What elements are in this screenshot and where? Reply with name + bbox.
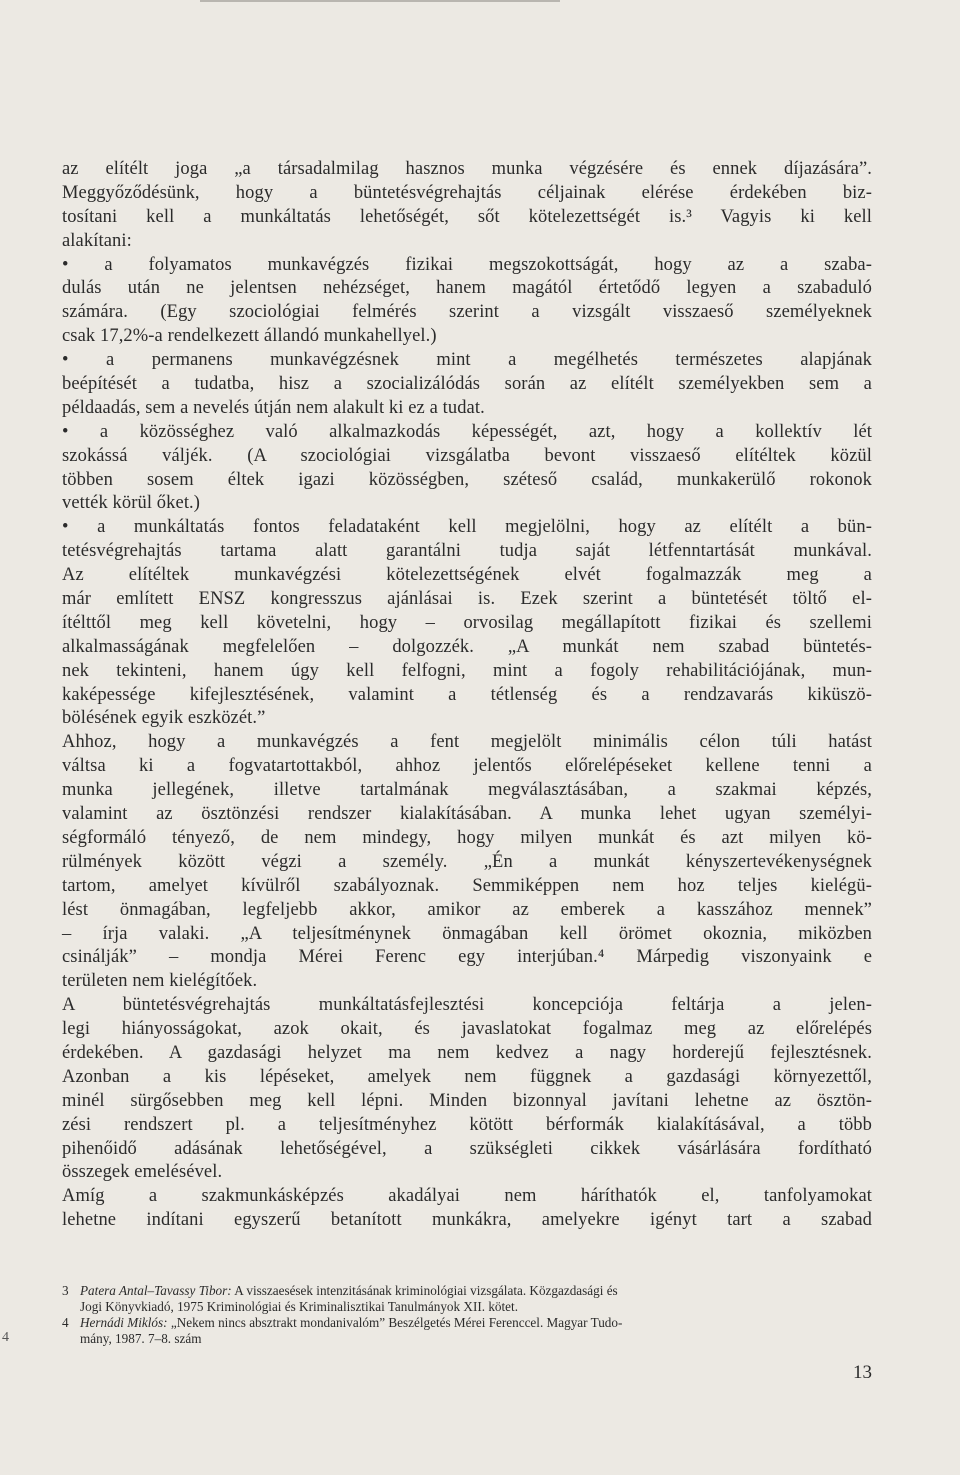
text-line: területen nem kielégítőek. <box>62 971 258 992</box>
text-line: Meggyőződésünk, hogy a büntetésvégrehajtás céljainak elérése érdekében biz- <box>62 182 872 203</box>
text-line: • a permanens munkavégzésnek mint a megélhetés természetes alapjának <box>62 350 872 371</box>
text-line: lehetne indítani egyszerű betanított munkákra, amelyekre igényt tart a szabad <box>62 1210 872 1231</box>
text-line: munka jellegének, illetve tartalmának megválasztásában, a szakmai képzés, <box>62 780 872 801</box>
text-line: vették körül őket.) <box>62 493 201 514</box>
text-line: lést önmagában, legfeljebb akkor, amikor az emberek a kasszához mennek” <box>62 899 872 920</box>
text-line: példaadás, sem a nevelés útján nem alakult ki ez a tudat. <box>62 397 485 418</box>
body-text <box>62 158 872 1233</box>
text-line: legi hiányosságokat, azok okait, és javaslatokat fogalmaz meg az előrelépés <box>62 1019 872 1040</box>
text-line: már említett ENSZ kongresszus ajánlásai is. Ezek szerint a büntetését töltő el- <box>62 589 872 610</box>
footnote-4 <box>62 1315 872 1331</box>
top-edge-rule <box>200 0 560 2</box>
text-line: kaképessége kifejlesztésének, valamint a tétlenség és a rendzavarás kiküszö- <box>62 684 872 705</box>
footnote-author: Hernádi Miklós: <box>80 1315 168 1330</box>
text-line: váltsa ki a fogvatartottakból, ahhoz jelentős előrelépéseket kellene tenni a <box>62 756 872 777</box>
text-line: ségformáló tényező, de nem mindegy, hogy milyen munkát és azt milyen kö- <box>62 827 872 848</box>
text-line: rülmények között végzi a személy. „Én a munkát kényszertevékenységnek <box>62 851 872 872</box>
footnote-3-continuation: Jogi Könyvkiadó, 1975 Kriminológiai és Kriminalisztikai Tanulmányok XII. kötet. <box>80 1299 518 1314</box>
footnote-text: „Nekem nincs absztrakt mondanivalóm” Beszélgetés Mérei Ferenccel. Magyar Tudo- <box>170 1315 623 1330</box>
text-line: zési rendszert pl. a teljesítményhez kötött bérformák kialakításával, a több <box>62 1114 872 1135</box>
text-line: alkalmasságának megfelelően – dolgozzék. „A munkát nem szabad büntetés- <box>62 636 872 657</box>
text-line: tartom, amelyet kívülről szabályoznak. Semmiképpen nem hoz teljes kielégü- <box>62 875 872 896</box>
text-line: többen sosem éltek igazi közösségben, széteső család, munkakerülő rokonok <box>62 469 872 490</box>
text-line: csak 17,2%-a rendelkezett állandó munkahellyel.) <box>62 326 437 347</box>
text-line: összegek emelésével. <box>62 1162 223 1183</box>
text-line: A büntetésvégrehajtás munkáltatásfejlesztési koncepciója feltárja a jelen- <box>62 995 872 1016</box>
text-line: az elítélt joga „a társadalmilag hasznos munka végzésére és ennek díjazására”. <box>62 159 872 179</box>
text-line: szokássá váljék. (A szociológiai vizsgálatba bevont visszaeső elítéltek közül <box>62 445 872 466</box>
text-line: alakítani: <box>62 230 132 251</box>
footnote-4-continuation: mány, 1987. 7–8. szám <box>80 1331 202 1346</box>
text-line: minél sürgősebben meg kell lépni. Minden bizonnyal javítani lehetne az ösztön- <box>62 1090 872 1111</box>
text-line: • a folyamatos munkavégzés fizikai megszokottságát, hogy az a szaba- <box>62 254 872 275</box>
text-line: valamint az ösztönzési rendszer kialakításában. A munka lehet ugyan személyi- <box>62 804 872 825</box>
text-line: Ahhoz, hogy a munkavégzés a fent megjelölt minimális célon túli hatást <box>62 732 872 753</box>
text-line: – írja valaki. „A teljesítménynek önmagában kell örömet okoznia, miközben <box>62 923 872 944</box>
footnote-text: A visszaesések intenzitásának kriminológiai vizsgálata. Közgazdasági és <box>234 1283 618 1298</box>
footnotes <box>62 1283 872 1347</box>
text-line: nek tekinteni, hanem úgy kell felfogni, mint a fogoly rehabilitációjának, mun- <box>62 660 872 681</box>
text-line: Amíg a szakmunkásképzés akadályai nem háríthatók el, tanfolyamokat <box>62 1186 872 1207</box>
text-line: • a munkáltatás fontos feladataként kell megjelölni, hogy az elítélt a bün- <box>62 517 872 538</box>
footnote-number: 3 <box>62 1283 69 1298</box>
footnote-number: 4 <box>62 1315 69 1330</box>
text-line: számára. (Egy szociológiai felmérés szerint a vizsgált visszaeső személyeknek <box>62 302 872 323</box>
text-line: tosítani kell a munkáltatás lehetőségét, sőt kötelezettségét is.³ Vagyis ki kell <box>62 206 872 227</box>
page-number: 13 <box>853 1362 872 1383</box>
text-line: • a közösséghez való alkalmazkodás képességét, azt, hogy a kollektív lét <box>62 421 872 442</box>
text-line: érdekében. A gazdasági helyzet ma nem kedvez a nagy horderejű fejlesztésnek. <box>62 1042 872 1063</box>
text-line: bölésének egyik eszközét.” <box>62 708 266 729</box>
text-line: Az elítéltek munkavégzési kötelezettségének elvét fogalmazzák meg a <box>62 565 872 586</box>
footnote-3 <box>62 1283 872 1299</box>
text-line: tetésvégrehajtás tartama alatt garantálni tudja saját létfenntartását munkával. <box>62 541 872 562</box>
text-line: Azonban a kis lépéseket, amelyek nem függnek a gazdasági környezettől, <box>62 1066 872 1087</box>
text-line: csinálják” – mondja Mérei Ferenc egy interjúban.⁴ Márpedig viszonyaink e <box>62 947 872 968</box>
footnote-author: Patera Antal–Tavassy Tibor: <box>80 1283 232 1298</box>
margin-mark: 4 <box>2 1330 9 1345</box>
text-line: ítélttől meg kell követelni, hogy – orvosilag megállapított fizikai és szellemi <box>62 612 872 633</box>
text-line: dulás után ne jelentsen nehézséget, hanem magától értetődő legyen a szabaduló <box>62 278 872 299</box>
text-line: beépítését a tudatba, hisz a szocializálódás során az elítélt személyekben sem a <box>62 374 872 395</box>
text-line: pihenőidő adásának lehetőségével, a szükségleti cikkek vásárlására fordítható <box>62 1138 872 1159</box>
